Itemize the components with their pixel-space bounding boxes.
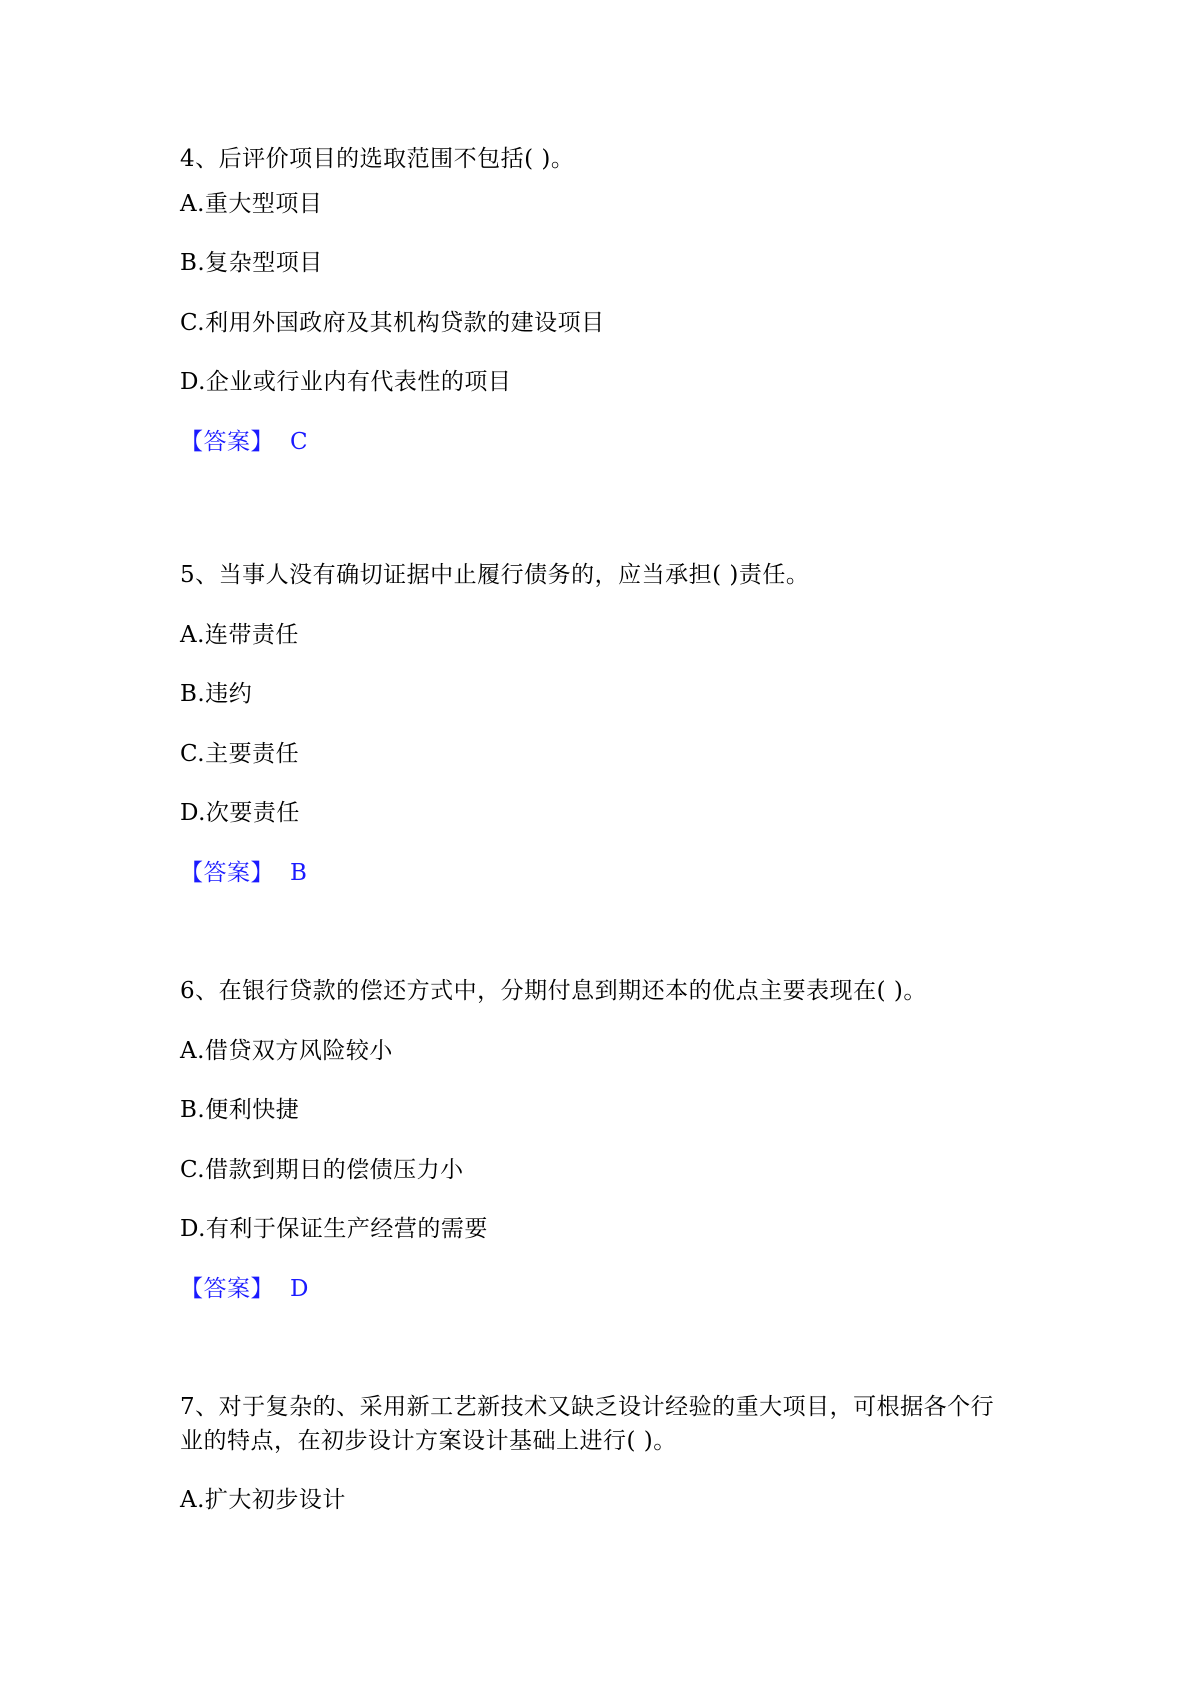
question-6-stem: 6、在银行贷款的偿还方式中，分期付息到期还本的优点主要表现在( )。 [180, 978, 927, 1004]
question-4-answer [180, 427, 308, 457]
question-6-option-c: C.借款到期日的偿债压力小 [180, 1157, 464, 1183]
answer-value: D [290, 1276, 309, 1302]
question-6-answer [180, 1274, 309, 1304]
answer-label: 【答案】 [180, 429, 274, 455]
answer-value: B [290, 860, 308, 886]
answer-label: 【答案】 [180, 860, 274, 886]
question-6-option-d: D.有利于保证生产经营的需要 [180, 1216, 488, 1242]
question-5-option-a: A.连带责任 [180, 622, 299, 648]
question-5-answer [180, 858, 307, 888]
question-7-option-a: A.扩大初步设计 [180, 1487, 346, 1513]
question-5-stem: 5、当事人没有确切证据中止履行债务的，应当承担( )责任。 [180, 562, 810, 588]
question-5-option-d: D.次要责任 [180, 800, 300, 826]
question-5-option-b: B.违约 [180, 681, 253, 707]
question-7-stem-line-2: 业的特点，在初步设计方案设计基础上进行( )。 [180, 1428, 677, 1454]
question-4-option-b: B.复杂型项目 [180, 250, 323, 276]
question-5-option-c: C.主要责任 [180, 741, 300, 767]
question-4-option-d: D.企业或行业内有代表性的项目 [180, 369, 512, 395]
question-7-stem-line-1: 7、对于复杂的、采用新工艺新技术又缺乏设计经验的重大项目，可根据各个行 [180, 1394, 995, 1420]
question-4-stem: 4、后评价项目的选取范围不包括( )。 [180, 146, 575, 172]
question-4-option-a: A.重大型项目 [180, 191, 323, 217]
answer-label: 【答案】 [180, 1276, 274, 1302]
question-6-option-b: B.便利快捷 [180, 1097, 300, 1123]
question-4-option-c: C.利用外国政府及其机构贷款的建设项目 [180, 310, 605, 336]
question-6-option-a: A.借贷双方风险较小 [180, 1038, 393, 1064]
answer-value: C [290, 429, 309, 455]
